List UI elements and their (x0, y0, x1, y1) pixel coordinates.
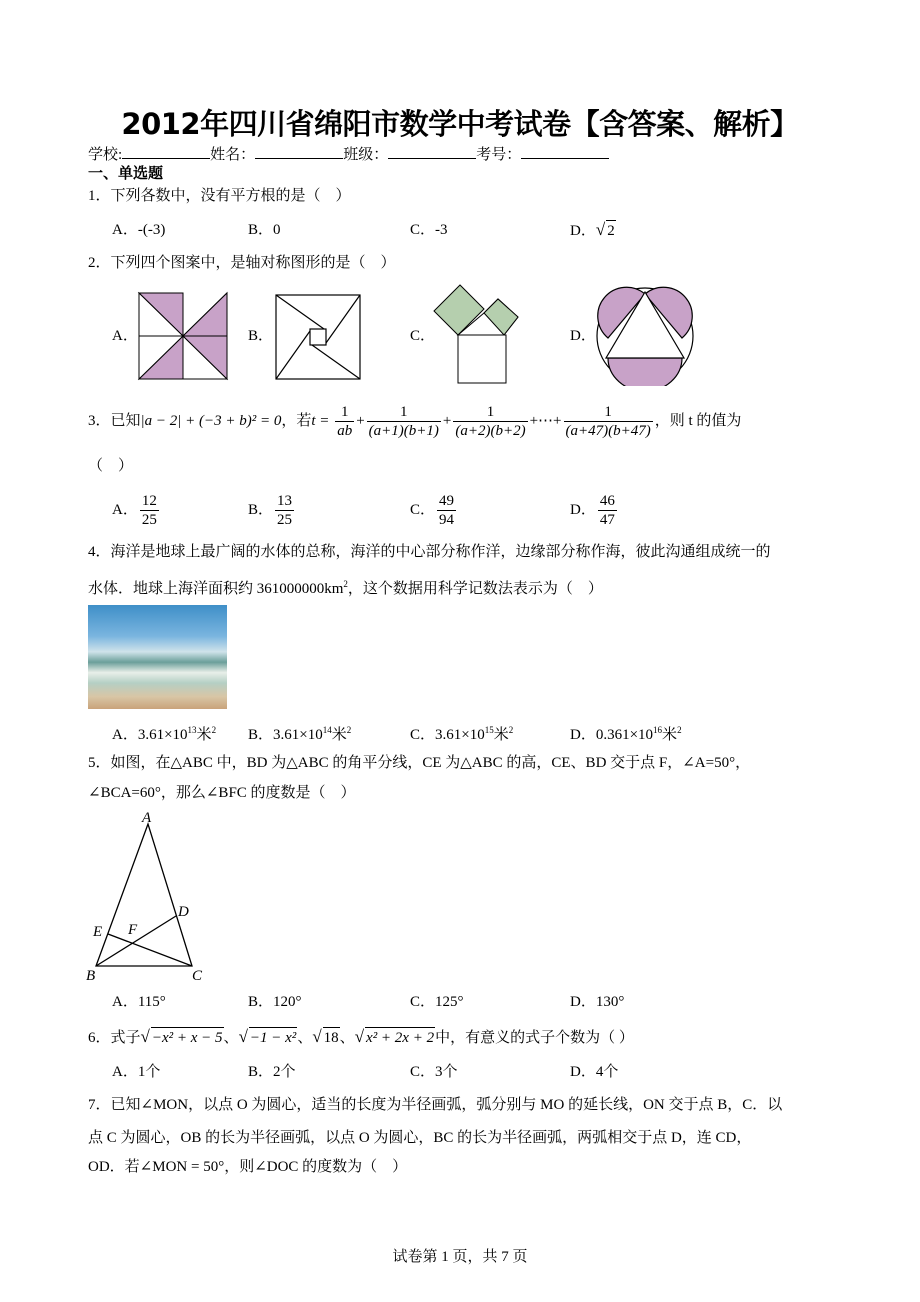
q6-option-d: D．4个 (570, 1064, 619, 1080)
q4-line-1: 4．海洋是地球上最广阔的水体的总称，海洋的中心部分称作洋，边缘部分称作海，彼此沟通组成统一的 (88, 544, 771, 560)
id-label: 考号： (476, 147, 522, 163)
q1-stem: 1．下列各数中，没有平方根的是（ ） (88, 188, 351, 204)
q6-radical-1: −x² + x − 5 (151, 1027, 224, 1048)
q6-radical-4: x² + 2x + 2 (365, 1027, 435, 1048)
q4-option-d: D．$0.361\times 10^{16}$米$^2$ (570, 725, 682, 743)
q1-option-d: D．√ 2 (570, 220, 615, 239)
q3-term-4: $\frac{1}{(a+47)(b+47)}$ (565, 404, 651, 440)
q6-radical-2: −1 − x² (249, 1027, 297, 1048)
square-pattern-figure (274, 293, 362, 381)
q5-option-c: C．125° (410, 994, 464, 1010)
q1-option-b: B．0 (248, 222, 281, 238)
q3-term-1: $\frac{1}{ab}$ (337, 404, 353, 440)
q3-option-a: A． $\frac{12}{25}$ (112, 493, 157, 529)
q3-condition: |a − 2| + (−3 + b)² = 0 (140, 413, 282, 429)
q2-option-d: D． (570, 328, 596, 344)
q2-option-b: B． (248, 328, 274, 344)
q7-line-1: 7．已知∠MON，以点 O 为圆心，适当的长度为半径画弧，弧分别与 MO 的延长线，ON 交于点 B，C．以 (88, 1097, 783, 1113)
q6-stem: 6．式子√ −x² + x − 5、√ −1 − x²、√ 18、√ x² + 2x + 2中，有意义的式子个数为（ ） (88, 1027, 634, 1046)
circle-triangle-figure (594, 286, 696, 386)
q5-line-2: ∠BCA=60°，那么∠BFC 的度数是（ ） (88, 785, 356, 801)
student-info-line (88, 145, 609, 165)
label-f: F (128, 922, 138, 938)
q5-option-a: A．115° (112, 994, 166, 1010)
q3-stem: 3．已知|a − 2| + (−3 + b)² = 0，若t = $\frac{1}{ab}$ + $\frac{1}{(a+1)(b+1)}$ + $\frac{1}{(a+2)(b+2)}$ +⋯+ $\frac{1}{(a+47)(b+47)}$ ，则 t 的值为 (88, 404, 742, 440)
school-blank (122, 145, 210, 159)
q3-t-equals: t = (311, 413, 330, 429)
q4-line-2: 水体．地球上海洋面积约 $361000000km^2$，这个数据用科学记数法表示为（ ） (88, 579, 603, 597)
q4-option-c: C．$3.61\times 10^{15}$米$^2$ (410, 725, 514, 743)
q6-option-a: A．1个 (112, 1064, 161, 1080)
q6-option-b: B．2个 (248, 1064, 296, 1080)
name-label: 姓名： (210, 147, 256, 163)
q4-option-a: A．$3.61\times 10^{13}$米$^2$ (112, 725, 217, 743)
name-blank (255, 145, 343, 159)
q7-line-3: OD．若∠MON = 50°，则∠DOC 的度数为（ ） (88, 1159, 408, 1175)
label-b: B (86, 968, 96, 984)
q5-option-d: D．130° (570, 994, 625, 1010)
class-label: 班级： (343, 147, 389, 163)
q1-option-d-radicand: 2 (606, 220, 616, 241)
section-heading: 一、单选题 (88, 166, 164, 182)
label-e: E (93, 924, 103, 940)
q3-suffix: ，则 t 的值为 (654, 413, 742, 429)
q4-option-b: B．$3.61\times 10^{14}$米$^2$ (248, 725, 352, 743)
q7-line-2: 点 C 为圆心，OB 的长为半径画弧，以点 O 为圆心，BC 的长为半径画弧，两弧相交于点 D，连 CD， (88, 1130, 752, 1146)
class-blank (388, 145, 476, 159)
triangle-figure (84, 808, 214, 984)
label-c: C (192, 968, 203, 984)
q3-term-3: $\frac{1}{(a+2)(b+2)}$ (455, 404, 526, 440)
q6-radical-3: 18 (323, 1027, 340, 1048)
label-a: A (142, 810, 152, 826)
q2-stem: 2．下列四个图案中，是轴对称图形的是（ ） (88, 255, 396, 271)
q3-dots: +⋯+ (529, 413, 562, 429)
pinwheel-figure (137, 291, 229, 381)
q5-line-1: 5．如图，在△ABC 中，BD 为△ABC 的角平分线，CE 为△ABC 的高，CE、BD 交于点 F，∠A=50°， (88, 755, 751, 771)
q2-option-a: A． (112, 328, 138, 344)
q1-option-d-label: D． (570, 223, 596, 239)
q3-prefix: 3．已知 (88, 413, 141, 429)
id-blank (521, 145, 609, 159)
q3-option-b: B． $\frac{13}{25}$ (248, 493, 293, 529)
q2-option-c: C． (410, 328, 436, 344)
q3-term-2: $\frac{1}{(a+1)(b+1)}$ (368, 404, 439, 440)
pythagoras-figure (432, 283, 536, 387)
q3-paren: （ ） (88, 458, 134, 474)
q3-option-d: D． $\frac{46}{47}$ (570, 493, 615, 529)
page-footer: 试卷第 1 页，共 7 页 (392, 1249, 528, 1265)
page-title: 2012年四川省绵阳市数学中考试卷【含答案、解析】 (121, 107, 799, 141)
school-label: 学校: (88, 147, 123, 163)
q3-option-c: C． $\frac{49}{94}$ (410, 493, 455, 529)
ocean-photo (88, 605, 227, 709)
q5-option-b: B．120° (248, 994, 302, 1010)
label-d: D (178, 904, 189, 920)
q6-option-c: C．3个 (410, 1064, 458, 1080)
q1-option-a: A．-(-3) (112, 222, 166, 238)
q1-option-c: C．-3 (410, 222, 448, 238)
q3-mid: ，若 (281, 413, 312, 429)
